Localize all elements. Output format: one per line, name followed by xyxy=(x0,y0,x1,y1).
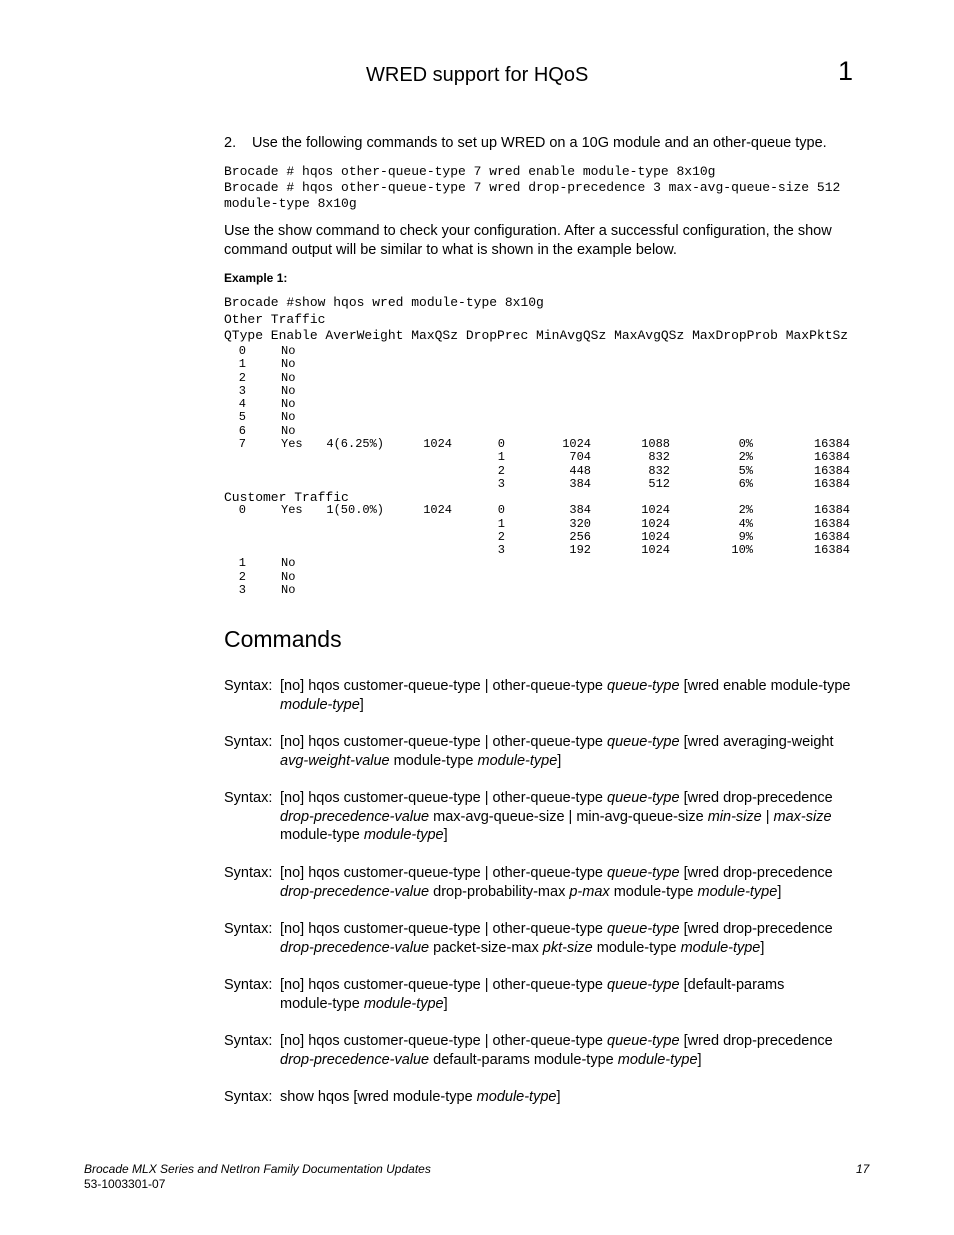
syntax-body xyxy=(280,864,874,901)
syntax-text: ] xyxy=(557,752,562,769)
syntax-label: Syntax: xyxy=(224,977,273,993)
table-cell: 2 xyxy=(497,529,505,544)
syntax-keyword: module-type xyxy=(393,752,474,769)
table-cell: 16384 xyxy=(813,503,850,518)
table-cell: Yes xyxy=(281,503,303,518)
table-cell: 16384 xyxy=(813,476,850,491)
syntax-variable: module-type xyxy=(697,883,778,900)
syntax-text: ] xyxy=(359,696,364,713)
syntax-text: ] xyxy=(443,995,448,1012)
syntax-text: [ xyxy=(679,865,688,881)
syntax-entry xyxy=(224,976,874,1013)
table-cell: 1024 xyxy=(562,437,591,452)
syntax-text: [ xyxy=(679,678,688,694)
syntax-entry xyxy=(224,920,874,957)
syntax-label: Syntax: xyxy=(224,865,273,881)
syntax-variable: queue-type xyxy=(607,678,680,694)
table-cell: 3 xyxy=(497,543,505,558)
syntax-text: [ xyxy=(349,1089,358,1105)
page-number: 17 xyxy=(856,1162,870,1176)
syntax-keyword: max-avg-queue-size | min-avg-queue-size xyxy=(433,808,704,825)
syntax-body xyxy=(280,789,874,845)
table-row xyxy=(224,398,884,411)
table-cell: 6 xyxy=(238,423,246,438)
syntax-text: [ xyxy=(679,1033,688,1049)
syntax-keyword: wred drop-precedence xyxy=(687,865,833,881)
table-cell: 1024 xyxy=(641,529,670,544)
table-cell: No xyxy=(281,556,296,571)
syntax-body xyxy=(280,1032,874,1069)
syntax-body xyxy=(280,1088,874,1107)
table-cell: 4(6.25%) xyxy=(326,437,384,452)
syntax-variable: module-type xyxy=(363,995,444,1012)
table-cell: 3 xyxy=(497,476,505,491)
customer-traffic-heading: Customer Traffic xyxy=(224,490,349,506)
syntax-keyword: module-type xyxy=(280,827,360,844)
chapter-number: 1 xyxy=(838,56,854,86)
syntax-label: Syntax: xyxy=(224,790,273,806)
table-row xyxy=(224,584,884,597)
syntax-keyword: [no] hqos customer-queue-type | other-queue-type xyxy=(280,865,603,881)
table-cell: 1 xyxy=(238,357,246,372)
syntax-body xyxy=(280,976,874,1013)
table-cell: No xyxy=(281,344,296,358)
table-cell: No xyxy=(281,583,296,598)
table-cell: No xyxy=(281,397,296,412)
table-cell: 1 xyxy=(238,556,246,571)
table-cell: No xyxy=(281,410,296,425)
syntax-variable: p-max xyxy=(569,883,610,900)
table-row xyxy=(224,504,884,517)
intro-paragraph: Use the show command to check your configuration. After a successful configuration, the show command output will be similar to what is shown in the example below. xyxy=(224,223,832,258)
syntax-keyword: module-type xyxy=(613,883,694,900)
table-cell: 16384 xyxy=(813,543,850,558)
syntax-entry xyxy=(224,1088,874,1107)
table-cell: 3 xyxy=(238,583,246,598)
table-cell: 1 xyxy=(497,450,505,465)
syntax-variable: module-type xyxy=(680,939,761,956)
table-cell: 9% xyxy=(738,529,753,544)
table-cell: 384 xyxy=(569,503,591,518)
table-cell: 7 xyxy=(238,437,246,452)
table-cell: 16384 xyxy=(813,437,850,452)
table-row xyxy=(224,358,884,371)
syntax-keyword: wred drop-precedence xyxy=(687,1033,833,1049)
syntax-variable: module-type xyxy=(363,827,444,844)
table-cell: 3 xyxy=(238,383,246,398)
table-cell: 0 xyxy=(238,344,246,358)
syntax-variable: module-type xyxy=(477,752,558,769)
syntax-text: [ xyxy=(679,977,688,993)
table-row xyxy=(224,411,884,424)
table-cell: 448 xyxy=(569,463,591,478)
table-row xyxy=(224,518,884,531)
syntax-entry xyxy=(224,1032,874,1069)
table-cell: 1 xyxy=(497,516,505,531)
step-item xyxy=(224,135,827,151)
syntax-variable: module-type xyxy=(617,1051,698,1068)
syntax-text: ] xyxy=(777,883,782,900)
table-row xyxy=(224,345,884,358)
table-row xyxy=(224,531,884,544)
table-cell: No xyxy=(281,357,296,372)
syntax-text: [ xyxy=(679,790,688,806)
syntax-body xyxy=(280,677,874,714)
syntax-keyword: [no] hqos customer-queue-type | other-queue-type xyxy=(280,790,603,806)
syntax-keyword: default-params module-type xyxy=(433,1051,614,1068)
syntax-entry xyxy=(224,789,874,845)
page-header-title: WRED support for HQoS xyxy=(366,64,589,86)
table-row xyxy=(224,425,884,438)
syntax-label: Syntax: xyxy=(224,734,273,750)
syntax-variable: module-type xyxy=(476,1089,557,1105)
table-cell: 6% xyxy=(738,476,753,491)
syntax-entry xyxy=(224,733,874,770)
syntax-text: ] xyxy=(443,827,448,844)
table-cell: 10% xyxy=(731,543,753,558)
syntax-label: Syntax: xyxy=(224,921,273,937)
table-row xyxy=(224,385,884,398)
table-cell: 4% xyxy=(738,516,753,531)
syntax-keyword: drop-probability-max xyxy=(433,883,566,900)
syntax-label: Syntax: xyxy=(224,1089,273,1105)
syntax-body xyxy=(280,920,874,957)
footer-doc-title: Brocade MLX Series and NetIron Family Documentation Updates xyxy=(84,1162,431,1176)
syntax-variable: queue-type xyxy=(607,734,680,750)
table-cell: 832 xyxy=(648,450,670,465)
syntax-text: ] xyxy=(760,939,765,956)
table-cell: 1024 xyxy=(641,516,670,531)
syntax-keyword: wred averaging-weight xyxy=(687,734,834,750)
setup-code-block: Brocade # hqos other-queue-type 7 wred enable module-type 8x10g Brocade # hqos other-queue-type 7 wred drop-precedence 3 max-avg-queue-size 512 module-type 8x10g xyxy=(224,164,841,211)
table-cell: No xyxy=(281,423,296,438)
syntax-variable: queue-type xyxy=(607,977,680,993)
syntax-keyword: wred drop-precedence xyxy=(687,921,833,937)
syntax-variable: max-size xyxy=(773,808,832,825)
table-cell: 2% xyxy=(738,450,753,465)
syntax-text: | xyxy=(761,808,774,825)
syntax-keyword: module-type xyxy=(280,995,360,1012)
table-cell: 16384 xyxy=(813,450,850,465)
table-cell: 832 xyxy=(648,463,670,478)
syntax-variable: module-type xyxy=(280,696,360,713)
table-cell: 1024 xyxy=(423,503,452,518)
table-cell: 0 xyxy=(497,503,505,518)
syntax-variable: pkt-size xyxy=(542,939,593,956)
syntax-keyword: wred drop-precedence xyxy=(687,790,833,806)
show-output-block xyxy=(224,295,884,597)
syntax-keyword: [no] hqos customer-queue-type | other-queue-type xyxy=(280,1033,603,1049)
table-cell: 1024 xyxy=(641,503,670,518)
table-cell: 512 xyxy=(648,476,670,491)
syntax-keyword: packet-size-max xyxy=(433,939,539,956)
syntax-variable: min-size xyxy=(707,808,762,825)
syntax-keyword: wred module-type xyxy=(357,1089,473,1105)
other-traffic-heading: Other Traffic xyxy=(224,312,326,327)
table-cell: 320 xyxy=(569,516,591,531)
syntax-keyword: default-params xyxy=(687,977,785,993)
syntax-variable: drop-precedence-value xyxy=(280,939,430,956)
table-cell: 5% xyxy=(738,463,753,478)
table-row xyxy=(224,544,884,557)
table-cell: 1024 xyxy=(641,543,670,558)
table-cell: No xyxy=(281,370,296,385)
table-cell: 704 xyxy=(569,450,591,465)
other-traffic-table xyxy=(224,345,884,491)
example-label: Example 1: xyxy=(224,271,288,285)
table-cell: 16384 xyxy=(813,529,850,544)
syntax-entry xyxy=(224,864,874,901)
step-number: 2. xyxy=(224,135,237,151)
syntax-keyword: [no] hqos customer-queue-type | other-queue-type xyxy=(280,678,603,694)
commands-heading: Commands xyxy=(224,626,342,652)
syntax-text: [ xyxy=(679,734,688,750)
customer-traffic-table xyxy=(224,504,884,597)
footer-doc-number: 53-1003301-07 xyxy=(84,1177,166,1191)
table-cell: 0 xyxy=(238,503,246,518)
table-cell: 16384 xyxy=(813,516,850,531)
syntax-label: Syntax: xyxy=(224,1033,273,1049)
table-row xyxy=(224,438,884,451)
syntax-text: ] xyxy=(697,1051,702,1068)
syntax-keyword: [no] hqos customer-queue-type | other-queue-type xyxy=(280,977,603,993)
syntax-variable: drop-precedence-value xyxy=(280,1051,430,1068)
table-cell: 192 xyxy=(569,543,591,558)
table-cell: 1088 xyxy=(641,437,670,452)
syntax-variable: drop-precedence-value xyxy=(280,883,430,900)
table-cell: 0 xyxy=(497,437,505,452)
table-cell: 5 xyxy=(238,410,246,425)
table-cell: 16384 xyxy=(813,463,850,478)
page-footer xyxy=(84,1162,431,1192)
table-cell: 384 xyxy=(569,476,591,491)
syntax-variable: queue-type xyxy=(607,790,680,806)
table-cell: 2 xyxy=(238,370,246,385)
syntax-variable: queue-type xyxy=(607,865,680,881)
table-cell: 1(50.0%) xyxy=(326,503,384,518)
table-cell: 2 xyxy=(238,569,246,584)
table-cell: 0% xyxy=(738,437,753,452)
syntax-keyword: wred enable module-type xyxy=(687,678,851,694)
show-command-line: Brocade #show hqos wred module-type 8x10g xyxy=(224,295,544,310)
table-row xyxy=(224,451,884,464)
table-row xyxy=(224,571,884,584)
syntax-label: Syntax: xyxy=(224,678,273,694)
syntax-text: ] xyxy=(556,1089,561,1105)
syntax-keyword: [no] hqos customer-queue-type | other-queue-type xyxy=(280,921,603,937)
table-row xyxy=(224,557,884,570)
table-cell: 256 xyxy=(569,529,591,544)
table-cell: 2% xyxy=(738,503,753,518)
table-row xyxy=(224,478,884,491)
table-row xyxy=(224,465,884,478)
table-row xyxy=(224,372,884,385)
syntax-entry xyxy=(224,677,874,714)
syntax-variable: queue-type xyxy=(607,921,680,937)
table-cell: 4 xyxy=(238,397,246,412)
table-cell: No xyxy=(281,569,296,584)
syntax-text: [ xyxy=(679,921,688,937)
column-header: QType Enable AverWeight MaxQSz DropPrec MinAvgQSz MaxAvgQSz MaxDropProb MaxPktSz xyxy=(224,328,849,343)
syntax-keyword: [no] hqos customer-queue-type | other-queue-type xyxy=(280,734,603,750)
syntax-keyword: show hqos xyxy=(280,1089,350,1105)
syntax-variable: drop-precedence-value xyxy=(280,808,430,825)
syntax-variable: avg-weight-value xyxy=(280,752,390,769)
table-cell: Yes xyxy=(281,437,303,452)
step-text: Use the following commands to set up WRED on a 10G module and an other-queue type. xyxy=(252,135,827,151)
syntax-variable: queue-type xyxy=(607,1033,680,1049)
table-cell: No xyxy=(281,383,296,398)
syntax-keyword: module-type xyxy=(596,939,677,956)
syntax-body xyxy=(280,733,874,770)
table-cell: 2 xyxy=(497,463,505,478)
table-cell: 1024 xyxy=(423,437,452,452)
